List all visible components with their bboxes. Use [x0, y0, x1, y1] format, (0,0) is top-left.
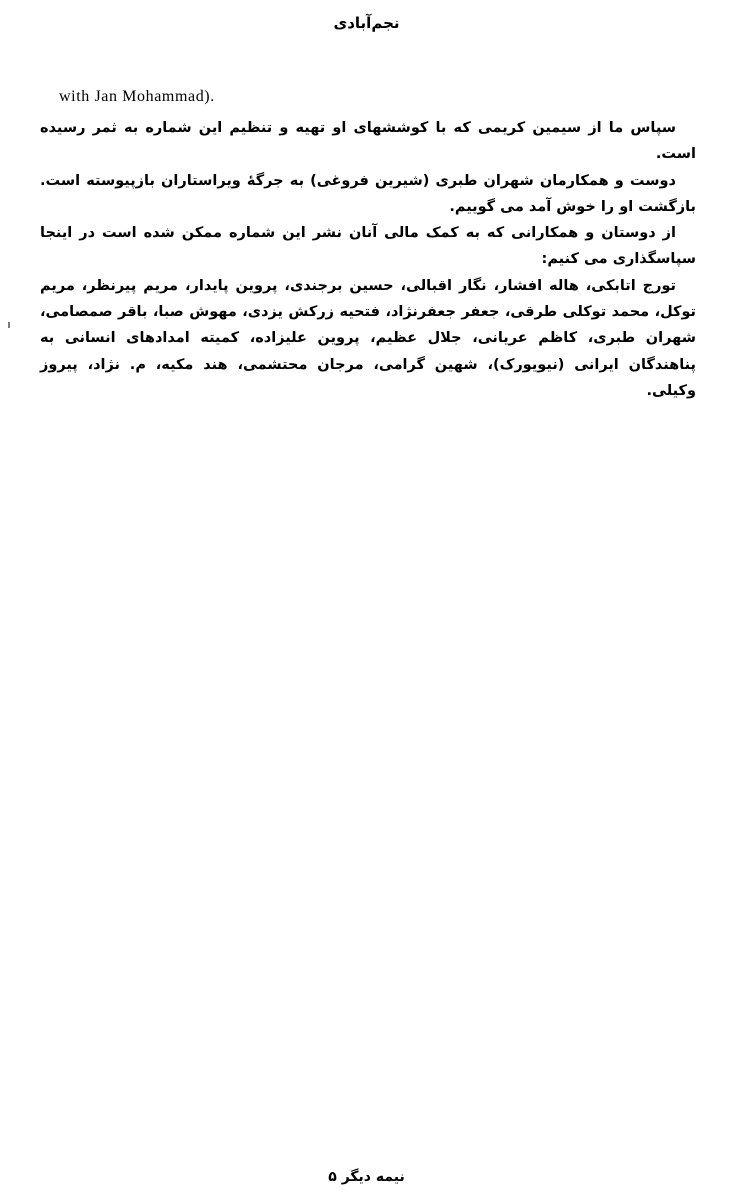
paragraph-editor-return: دوست و همکارمان شهران طبری (شیرین فروغی) به جرگهٔ ویراستاران بازپیوسته است. بازگشت او را خوش آمد می گوییم. — [40, 172, 696, 215]
paragraph-donors-intro: از دوستان و همکارانی که به کمک مالی آنان نشر این شماره ممکن شده است در اینجا سپاسگذاری می کنیم: — [40, 225, 696, 268]
acknowledgements-body — [40, 115, 696, 404]
page-footer-label: نیمه دیگر ۵ — [328, 1169, 405, 1185]
running-header-author: نجم‌آبادی — [333, 14, 400, 32]
paragraph-donor-names: تورج اتابکی، هاله افشار، نگار اقبالی، حسین برجندی، پروین پایدار، مریم پیرنظر، مریم توکل، محمد توکلی طرقی، جعفر جعفرنژاد، فتحیه زرکش یزدی، مهوش صبا، باقر صمصامی، شهران طبری، کاظم عریانی، جلال عظیم، پروین علیزاده، کمیته امدادهای انسانی به پناهندگان ایرانی (نیویورک)، شهین گرامی، مرجان محتشمی، هند مکیه، م. نژاد، پیروز وکیلی. — [40, 277, 696, 399]
paragraph-thanks-editor: سپاس ما از سیمین کریمی که با کوششهای او تهیه و تنظیم این شماره به ثمر رسیده است. — [40, 120, 696, 163]
margin-mark — [8, 322, 10, 328]
english-citation-fragment: with Jan Mohammad). — [59, 88, 215, 105]
